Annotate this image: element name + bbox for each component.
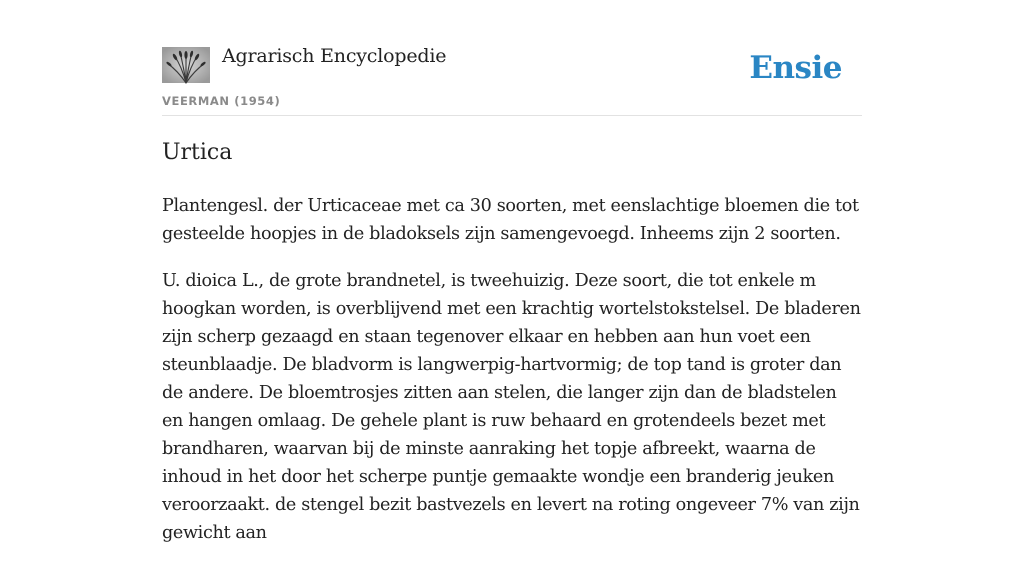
- publication-meta: VEERMAN (1954): [162, 94, 281, 108]
- article-paragraph: U. dioica L., de grote brandnetel, is tweehuizig. Deze soort, die tot enkele m hoogkan worden, is overblijvend met een krachtig wortelstokstelsel. De bladeren zijn scherp gezaagd en staan tegenover elkaar en hebben aan hun voet een steunblaadje. De bladvorm is langwerpig-hartvormig; de top tand is groter dan de andere. De bloemtrosjes zitten aan stelen, die langer zijn dan de bladstelen en hangen omlaag. De gehele plant is ruw behaard en grotendeels bezet met brandharen, waarvan bij de minste aanraking het topje afbreekt, waarna de inhoud in het door het scherpe puntje gemaakte wondje een branderig jeuken veroorzaakt. de stengel bezit bastvezels en levert na roting ongeveer 7% van zijn gewicht aan: [162, 271, 861, 543]
- publication-title[interactable]: Agrarisch Encyclopedie: [222, 45, 447, 67]
- article-body: [162, 192, 862, 566]
- publication-header: [162, 0, 862, 116]
- article-paragraph: Plantengesl. der Urticaceae met ca 30 soorten, met eenslachtige bloemen die tot gesteelde hoopjes in de bladoksels zijn samengevoegd. Inheems zijn 2 soorten.: [162, 196, 859, 244]
- article-title: Urtica: [162, 140, 233, 165]
- wheat-engraving-icon[interactable]: [162, 47, 210, 83]
- content-column: [162, 0, 862, 543]
- ensie-brand-logo[interactable]: Ensie: [749, 50, 842, 86]
